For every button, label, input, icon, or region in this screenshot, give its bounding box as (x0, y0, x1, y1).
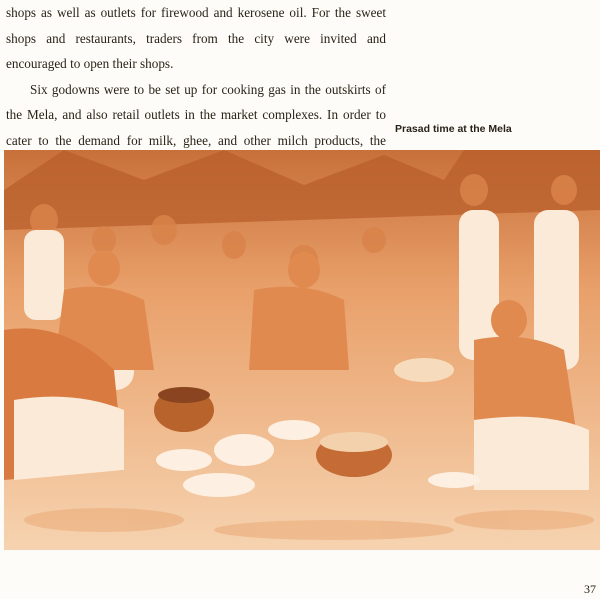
photo-caption: Prasad time at the Mela (395, 123, 512, 135)
photo-prasad-crowd (4, 150, 600, 550)
page-number: 37 (584, 582, 596, 596)
paragraph-1: shops as well as outlets for firewood and kerosene oil. For the sweet shops and restaurants, traders from the city were invited and encouraged to open their shops. (6, 5, 386, 71)
paragraph-2: Six godowns were to be set up for cooking gas in the outskirts of the Mela, and also retail outlets in the market complexes. In order to cater to the demand for milk, ghee, and other milch products, the (6, 81, 386, 148)
photo-illustration (4, 150, 600, 550)
